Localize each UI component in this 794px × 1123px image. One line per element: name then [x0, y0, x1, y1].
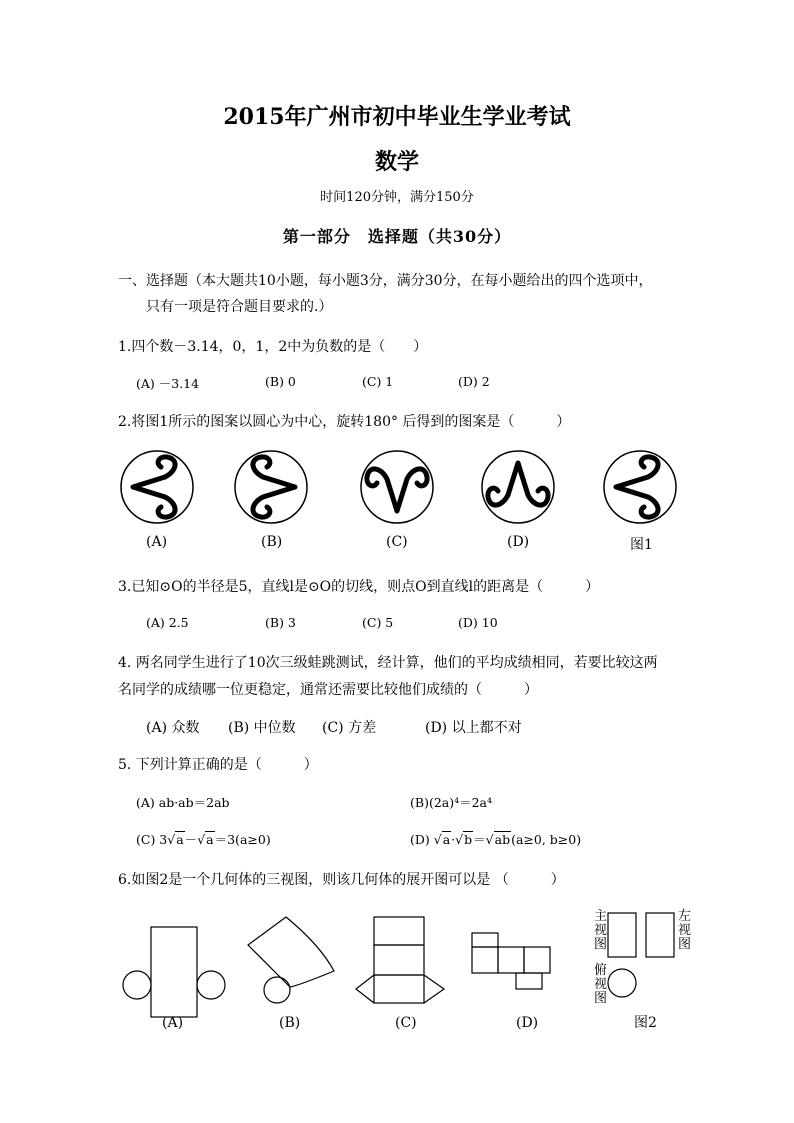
q2-caption-d: (D) [507, 534, 530, 550]
q4-stem-line1: 4. 两名同学生进行了10次三级蛙跳测试，经计算，他们的平均成绩相同，若要比较这两 [118, 655, 658, 671]
q6-figure-a [123, 927, 225, 1017]
q3-option-b: (B) 3 [265, 615, 296, 630]
q6-caption-a: (A) [162, 1015, 184, 1031]
q2-figure-c [361, 451, 433, 523]
q1-option-a: (A) －3.14 [136, 376, 200, 391]
q5-option-c: (C) 3√a－√a＝3(a≥0) [136, 832, 271, 847]
q2-caption-fig1: 图1 [630, 537, 653, 553]
section-header-line1: 一、选择题（本大题共10小题，每小题3分，满分30分，在每小题给出的四个选项中， [118, 273, 653, 289]
q3-option-c: (C) 5 [362, 615, 394, 630]
q2-figure-a [121, 451, 193, 523]
q6-figure-d [472, 933, 550, 989]
q2-caption-c: (C) [386, 534, 408, 550]
q2-stem: 2.将图1所示的图案以圆心为中心，旋转180° 后得到的图案是（ ） [118, 414, 571, 430]
exam-title: 2015年广州市初中毕业生学业考试 [223, 104, 571, 130]
q3-option-a: (A) 2.5 [146, 615, 189, 630]
q6-front-view-label: 主视图 [594, 909, 608, 952]
q6-figure-b [248, 917, 334, 1003]
q3-stem: 3.已知⊙O的半径是5，直线l是⊙O的切线，则点O到直线l的距离是（ ） [118, 579, 600, 595]
q1-option-b: (B) 0 [265, 374, 296, 389]
q2-figure-d [482, 451, 554, 523]
q5-option-d: (D) √a·√b＝√ab(a≥0, b≥0) [410, 832, 582, 847]
q6-left-view-label: 左视图 [678, 909, 692, 952]
q1-option-d: (D) 2 [458, 374, 490, 389]
q4-option-d: (D) 以上都不对 [425, 720, 522, 736]
q6-caption-d: (D) [516, 1015, 539, 1031]
q4-option-c: (C) 方差 [322, 720, 377, 736]
q6-caption-b: (B) [279, 1015, 301, 1031]
q2-caption-b: (B) [261, 534, 283, 550]
q2-figures [0, 445, 794, 535]
q2-figure-1 [604, 451, 676, 523]
q1-stem: 1.四个数－3.14，0，1，2中为负数的是（ ） [118, 339, 428, 355]
q6-caption-c: (C) [395, 1015, 417, 1031]
q6-caption-fig2: 图2 [634, 1015, 657, 1031]
q6-top-view-label: 俯视图 [594, 963, 608, 1006]
q1-option-c: (C) 1 [362, 374, 394, 389]
q6-figure-c [356, 917, 444, 1003]
q4-stem-line2: 名同学的成绩哪一位更稳定，通常还需要比较他们成绩的（ ） [118, 682, 538, 698]
q6-stem: 6.如图2是一个几何体的三视图，则该几何体的展开图可以是 （ ） [118, 872, 565, 888]
q2-figure-b [235, 451, 307, 523]
q4-option-a: (A) 众数 [146, 720, 200, 736]
q3-option-d: (D) 10 [458, 615, 498, 630]
time-info: 时间120分钟，满分150分 [320, 190, 474, 205]
q6-figure-2 [608, 913, 674, 997]
q5-option-a: (A) ab·ab＝2ab [136, 795, 230, 810]
part-title: 第一部分 选择题（共30分） [282, 227, 512, 246]
q5-stem: 5. 下列计算正确的是（ ） [118, 757, 318, 773]
q2-caption-a: (A) [146, 534, 168, 550]
q5-option-b: (B)(2a)⁴＝2a⁴ [410, 795, 493, 810]
q4-option-b: (B) 中位数 [228, 720, 296, 736]
section-header-line2: 只有一项是符合题目要求的.） [146, 299, 333, 315]
subject-title: 数学 [374, 149, 419, 175]
